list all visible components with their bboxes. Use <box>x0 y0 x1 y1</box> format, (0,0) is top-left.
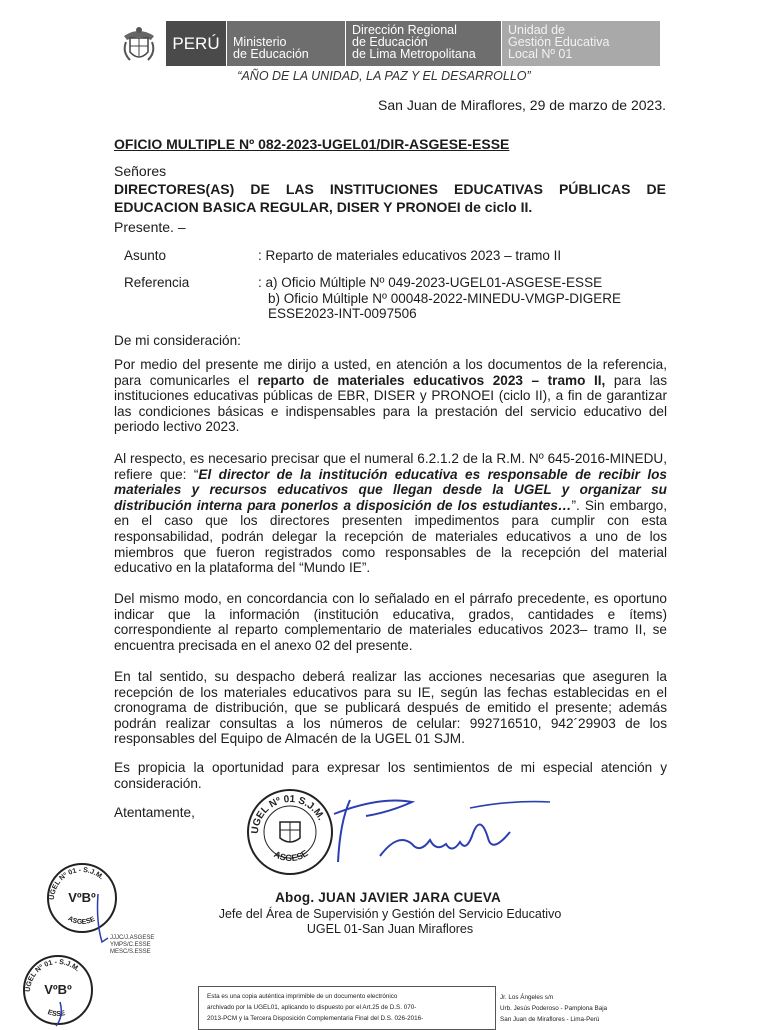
header-ministerio: Ministerio de Educación <box>227 21 345 66</box>
recipient-line-2: EDUCACION BASICA REGULAR, DISER Y PRONOEI de ciclo II. <box>114 199 533 215</box>
asunto-value: : Reparto de materiales educativos 2023 – tramo II <box>258 248 562 263</box>
referencia-a: : a) Oficio Múltiple Nº 049-2023-UGEL01-ASGESE-ESSE <box>258 275 603 290</box>
recipient-line-1: DIRECTORES(AS) DE LAS INSTITUCIONES EDUCATIVAS PÚBLICAS DE <box>114 181 666 197</box>
header-direccion-regional: Dirección Regional de Educación de Lima Metropolitana <box>346 21 501 66</box>
paragraph-2: Al respecto, es necesario precisar que el numeral 6.2.1.2 de la R.M. Nº 645-2016-MINEDU, refiere que: “El director de la institución educativa es responsable de recibir los materiales y recursos educativos que llegan desde la UGEL y organizar su distribución interna para ponerlos a disposición de los estudiantes…”. Sin embargo, en el caso que los directores presenten impedimentos para cumplir con esta responsabilidad, podrán delegar la recepción de materiales educativos a uno de los miembros que fueron registrados como responsables de la recepción del material educativo en la plataforma del “Mundo IE”. <box>114 451 667 576</box>
initials-block: JJJC/J.ASGESE YMPS/C.ESSE MESC/S.ESSE <box>110 935 155 955</box>
paragraph-5: Es propicia la oportunidad para expresar los sentimientos de mi especial atención y consideración. <box>114 760 667 791</box>
referencia-c: ESSE2023-INT-0097506 <box>268 306 417 321</box>
svg-text:UGEL Nº 01 S.J.M.: UGEL Nº 01 S.J.M. <box>249 793 327 835</box>
closing: Atentamente, <box>114 805 195 820</box>
signatory-name: Abog. JUAN JAVIER JARA CUEVA <box>275 890 501 905</box>
referencia-b: b) Oficio Múltiple Nº 00048-2022-MINEDU-VMGP-DIGERE <box>268 291 622 306</box>
svg-text:ESSE: ESSE <box>46 1009 67 1019</box>
signatory-unit: UGEL 01-San Juan Miraflores <box>306 922 474 936</box>
peru-coat-of-arms-icon <box>118 22 160 66</box>
oficio-number: OFICIO MULTIPLE Nº 082-2023-UGEL01/DIR-ASGESE-ESSE <box>114 136 510 152</box>
seal-crest-icon <box>280 822 300 842</box>
signatory-role: Jefe del Área de Supervisión y Gestión del Servicio Educativo <box>218 907 562 921</box>
header-unidad-gestion: Unidad de Gestión Educativa Local Nº 01 <box>502 21 660 66</box>
salutation: Señores <box>114 163 167 179</box>
electronic-copy-notice: Esta es una copia auténtica imprimible de un documento electrónico archivado por la UGEL01, aplicando lo dispuesto por el Art.25 de D.S. 070- 2013-PCM y la Tercera Disposición Complementaria Final del D.S. 026-2016- <box>198 986 496 1030</box>
office-address: Jr. Los Ángeles s/n Urb. Jesús Poderoso - Pamplona Baja San Juan de Miraflores - Lima-Perú <box>500 994 608 1023</box>
greeting: De mi consideración: <box>114 333 241 348</box>
handwritten-signature <box>320 792 560 872</box>
referencia-label: Referencia <box>124 275 190 290</box>
svg-text:ASGESE: ASGESE <box>272 847 310 864</box>
svg-text:VºBº: VºBº <box>68 890 96 905</box>
document-date: San Juan de Miraflores, 29 de marzo de 2023. <box>378 97 666 113</box>
paragraph-3: Del mismo modo, en concordancia con lo señalado en el párrafo precedente, es oportuno indicar que la información (institución educativa, grados, cantidades e ítems) correspondiente al reparto complementario de materiales educativos 2023– tramo II, se encuentra precisada en el anexo 02 del presente. <box>114 591 667 653</box>
svg-text:UGEL Nº 01 - S.J.M.: UGEL Nº 01 - S.J.M. <box>48 866 105 901</box>
paragraph-1: Por medio del presente me dirijo a usted, en atención a los documentos de la referencia, para comunicarles el reparto de materiales educativos 2023 – tramo II, para las instituciones educativas públicas de EBR, DISER y PRONOEI (ciclo II), a fin de garantizar las condiciones básicas e indispensables para la prestación del servicio educativo del periodo lectivo 2023. <box>114 357 668 435</box>
vobo-seal-esse <box>20 952 96 1028</box>
svg-text:ASGESE: ASGESE <box>66 915 97 927</box>
header-peru: PERÚ <box>166 21 226 66</box>
initial-scribble <box>92 892 112 948</box>
paragraph-4: En tal sentido, su despacho deberá realizar las acciones necesarias que aseguren la recepción de los materiales educativos para su IE, según las fechas establecidas en el cronograma de distribución, que se publicará después de emitido el presente; además podrán realizar consultas a los números de celular: 992716510, 942´29903 de los responsables del Equipo de Almacén de la UGEL 01 SJM. <box>114 669 667 747</box>
svg-text:VºBº: VºBº <box>44 982 72 997</box>
asunto-label: Asunto <box>124 248 167 263</box>
year-motto: “AÑO DE LA UNIDAD, LA PAZ Y EL DESARROLLO” <box>237 69 531 83</box>
svg-text:UGEL Nº 01 - S.J.M.: UGEL Nº 01 - S.J.M. <box>24 958 81 993</box>
presente: Presente. – <box>114 219 186 235</box>
